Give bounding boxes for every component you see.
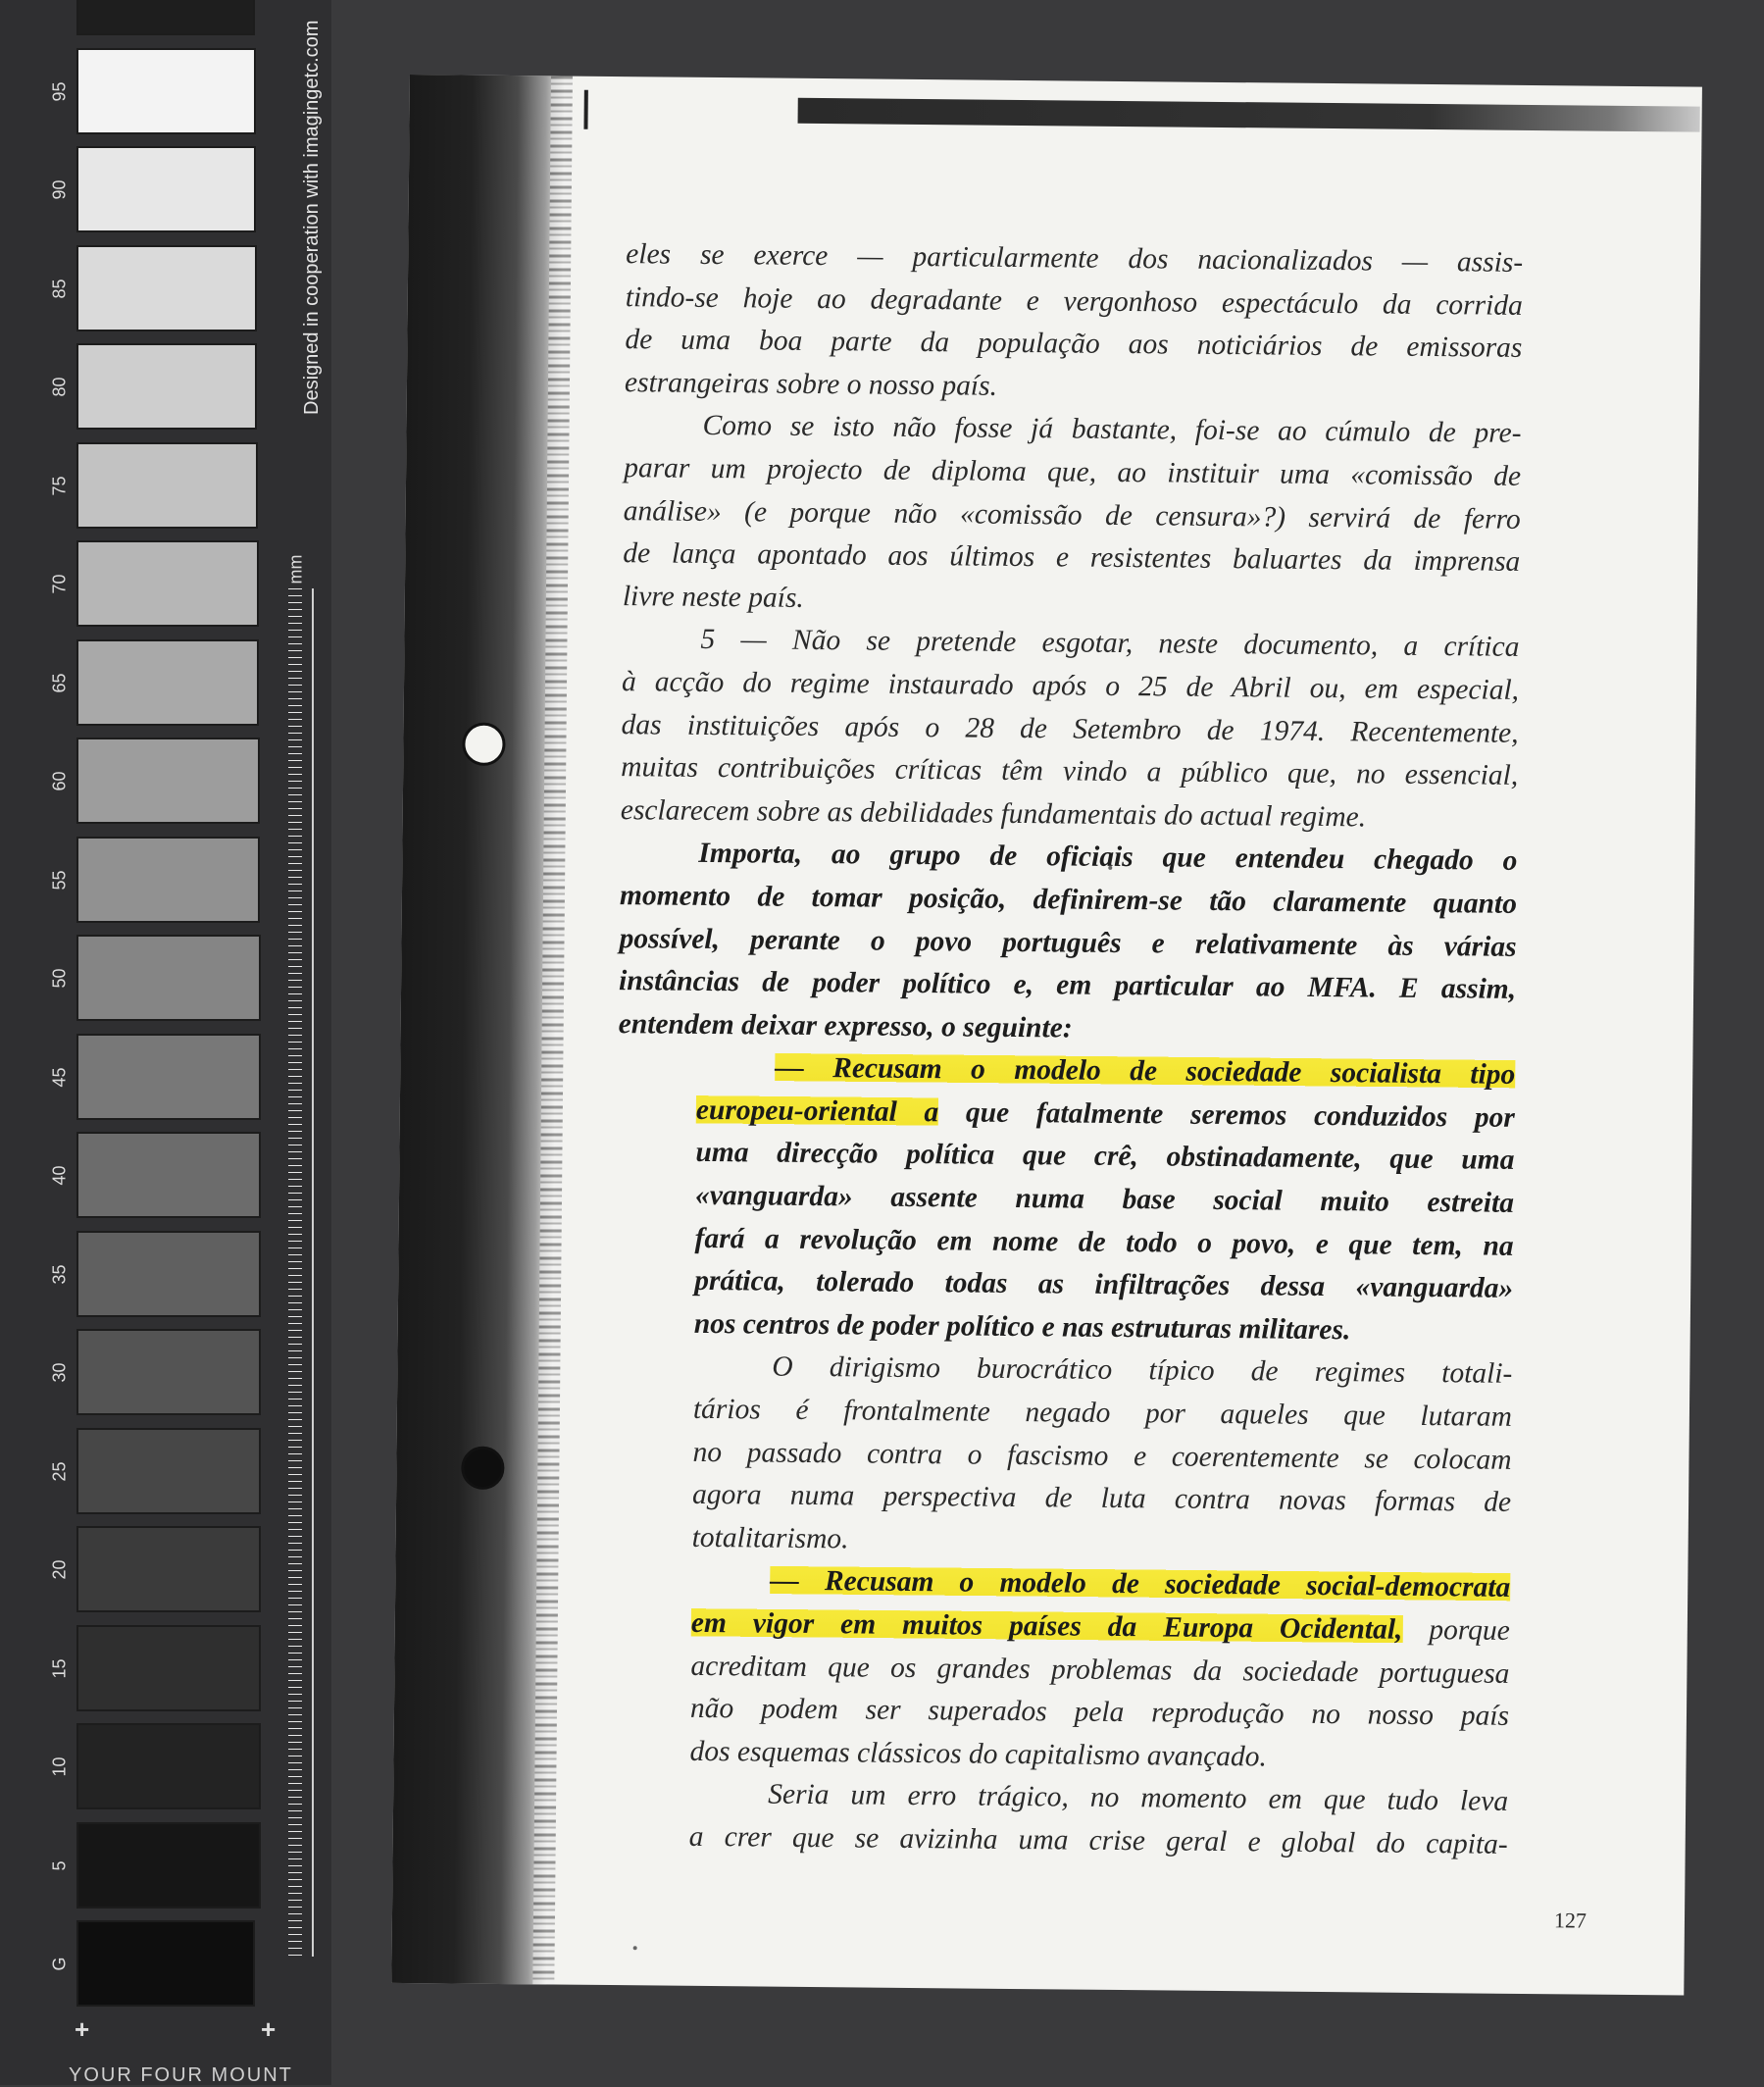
patch-label: 5 (49, 1860, 70, 1871)
gray-patch (76, 540, 259, 627)
text-line: de lança apontado aos últimos e resistentes baluartes da imprensa (623, 537, 1521, 579)
patch-label: 60 (49, 771, 70, 791)
page-number: 127 (1553, 1908, 1588, 1933)
text-line: uma direcção política que crê, obstinadamente, que uma (695, 1137, 1515, 1177)
gray-scale-patches (76, 0, 255, 1961)
text-line: no passado contra o fascismo e coerentemente se colocam (692, 1436, 1512, 1476)
text-line: estrangeiras sobre o nosso país. (624, 366, 998, 402)
paragraphs (619, 233, 1524, 1054)
text-line: instâncias de poder político e, em particular ao MFA. E assim, (618, 965, 1517, 1005)
patch-label: 30 (49, 1362, 70, 1383)
gray-patch (76, 1822, 261, 1909)
text-line: «vanguarda» assente numa base social muito estreita (694, 1179, 1515, 1219)
ruler-edge (312, 588, 314, 1957)
gray-patch (76, 146, 256, 232)
text-line: a crer que se avizinha uma crise geral e global do capita- (688, 1820, 1508, 1860)
gray-patch (76, 1526, 261, 1612)
text-line: agora numa perspectiva de luta contra novas formas de (691, 1479, 1512, 1519)
highlighted-line (696, 1046, 1515, 1097)
gray-patch (76, 1132, 261, 1218)
text-line: momento de tomar posição, definirem-se tão claramente quanto (619, 879, 1518, 920)
strip-credit: Designed in cooperation with imagingetc.com (301, 20, 323, 415)
line-text: porque (1402, 1613, 1510, 1647)
page-top-tick (583, 90, 587, 129)
patch-label: 95 (49, 80, 70, 102)
text-line: não podem ser superados pela reprodução no nosso país (689, 1693, 1510, 1733)
text-line: Como se isto não fosse já bastante, foi-se ao cúmulo de pre- (702, 410, 1522, 450)
highlight-text: em vigor em muitos países da Europa Ocidental, (690, 1606, 1403, 1646)
document-body-text (611, 233, 1524, 1866)
highlight-text: europeu-oriental a (695, 1094, 939, 1129)
item-sub-paragraph (689, 1773, 1509, 1866)
text-line: das instituições após o 28 de Setembro de 1974. Recentemente, (621, 708, 1519, 749)
gray-patch (76, 0, 255, 35)
patch-label: 35 (49, 1263, 70, 1285)
text-line: tindo-se hoje ao degradante e vergonhoso espectáculo da corrida (625, 280, 1523, 322)
text-line: prática, tolerado todas as infiltrações dessa «vanguarda» (694, 1265, 1514, 1305)
text-line: muitas contribuições críticas têm vindo a público que, no essencial, (621, 751, 1519, 792)
patch-label: G (49, 1957, 70, 1971)
patch-label: 75 (49, 475, 70, 496)
page-top-bar (798, 98, 1700, 132)
patch-label: 70 (49, 574, 70, 594)
document-page (391, 75, 1702, 1996)
gray-patch (76, 48, 256, 134)
item-sub-paragraph (691, 1346, 1512, 1567)
text-line: fará a revolução em nome de todo o povo, e que tem, na (694, 1222, 1514, 1262)
gray-patch (76, 639, 259, 726)
patch-label: 55 (49, 869, 70, 891)
gray-patch (76, 343, 257, 430)
patch-label: 65 (49, 672, 70, 693)
patch-label: 45 (49, 1066, 70, 1088)
text-line: tários é frontalmente negado por aqueles que lutaram (692, 1393, 1513, 1433)
paragraph (621, 618, 1520, 840)
text-line: Seria um erro trágico, no momento em que tudo leva (768, 1778, 1509, 1818)
patch-label: 10 (49, 1756, 70, 1777)
ruler-unit-label: mm (285, 554, 306, 585)
gray-patch (76, 1625, 261, 1711)
patch-label: 85 (49, 278, 70, 299)
line-text: que fatalmente seremos conduzidos por (938, 1096, 1515, 1134)
paragraph (619, 832, 1518, 1054)
strip-bottom-text: YOUR FOUR MOUNT (69, 2064, 293, 2086)
patch-label: 80 (49, 377, 70, 397)
patch-label: 90 (49, 179, 70, 200)
patch-label: 25 (49, 1460, 70, 1482)
page-photocopy-edge (391, 75, 565, 1984)
gray-patch (76, 442, 258, 529)
text-line: O dirigismo burocrático típico de regimes totali- (772, 1351, 1513, 1391)
patch-label (50, 0, 71, 8)
gray-patch (76, 738, 260, 824)
text-line: esclarecem sobre as debilidades fundamentais do actual regime. (620, 793, 1367, 834)
patch-label: 50 (49, 968, 70, 989)
calibration-strip (0, 0, 331, 2085)
registration-mark: + (261, 2014, 277, 2044)
gray-patch (76, 1428, 261, 1514)
text-line: eles se exerce — particularmente dos nacionalizados — assis- (626, 238, 1524, 279)
list-item-socialist-model (613, 1045, 1515, 1567)
highlighted-line (691, 1603, 1510, 1654)
gray-patch (76, 245, 257, 331)
text-line: à acção do regime instaurado após o 25 de Abril ou, em especial, (621, 666, 1520, 706)
text-line: nos centros de poder político e nas estruturas militares. (693, 1307, 1351, 1347)
paragraph (625, 233, 1524, 413)
gray-patch (76, 1723, 261, 1809)
item-lines (694, 1132, 1515, 1353)
text-line: livre neste país. (622, 580, 804, 614)
text-line: dos esquemas clássicos do capitalismo avançado. (689, 1735, 1268, 1773)
patch-label: 20 (49, 1559, 70, 1580)
punch-hole (461, 1447, 504, 1490)
text-line: totalitarismo. (691, 1521, 849, 1555)
gray-patch (76, 935, 261, 1021)
gray-patch (76, 1034, 261, 1120)
highlight-text: — Recusam o modelo de sociedade socialista tipo (775, 1051, 1516, 1092)
scan-speck (633, 1946, 637, 1950)
punch-hole (462, 723, 505, 766)
paragraph (623, 404, 1522, 627)
patch-label: 40 (49, 1165, 70, 1186)
list-item-social-democrat-model (611, 1558, 1511, 1866)
text-line: parar um projecto de diploma que, ao instituir uma «comissão de (624, 452, 1522, 492)
text-line: possível, perante o povo português e relativamente às várias (619, 922, 1517, 963)
patch-label: 15 (49, 1657, 70, 1679)
item-lines (689, 1645, 1509, 1781)
text-line: Importa, ao grupo de oficiais que entendeu chegado o (698, 838, 1518, 878)
text-line: acreditam que os grandes problemas da sociedade portuguesa (690, 1650, 1510, 1690)
gray-patch (76, 1231, 261, 1317)
text-line: de uma boa parte da população aos noticiários de emissoras (625, 324, 1523, 365)
registration-mark: + (75, 2014, 90, 2044)
text-line: análise» (e porque não «comissão de censura»?) servirá de ferro (623, 494, 1521, 535)
text-line: entendem deixar expresso, o seguinte: (618, 1007, 1073, 1044)
highlight-text: — Recusam o modelo de sociedade social-democrata (770, 1565, 1511, 1604)
gray-patch (76, 1920, 255, 2007)
gray-patch (76, 837, 260, 923)
gray-patch (76, 1329, 261, 1415)
text-line: 5 — Não se pretende esgotar, neste documento, a crítica (700, 624, 1520, 664)
